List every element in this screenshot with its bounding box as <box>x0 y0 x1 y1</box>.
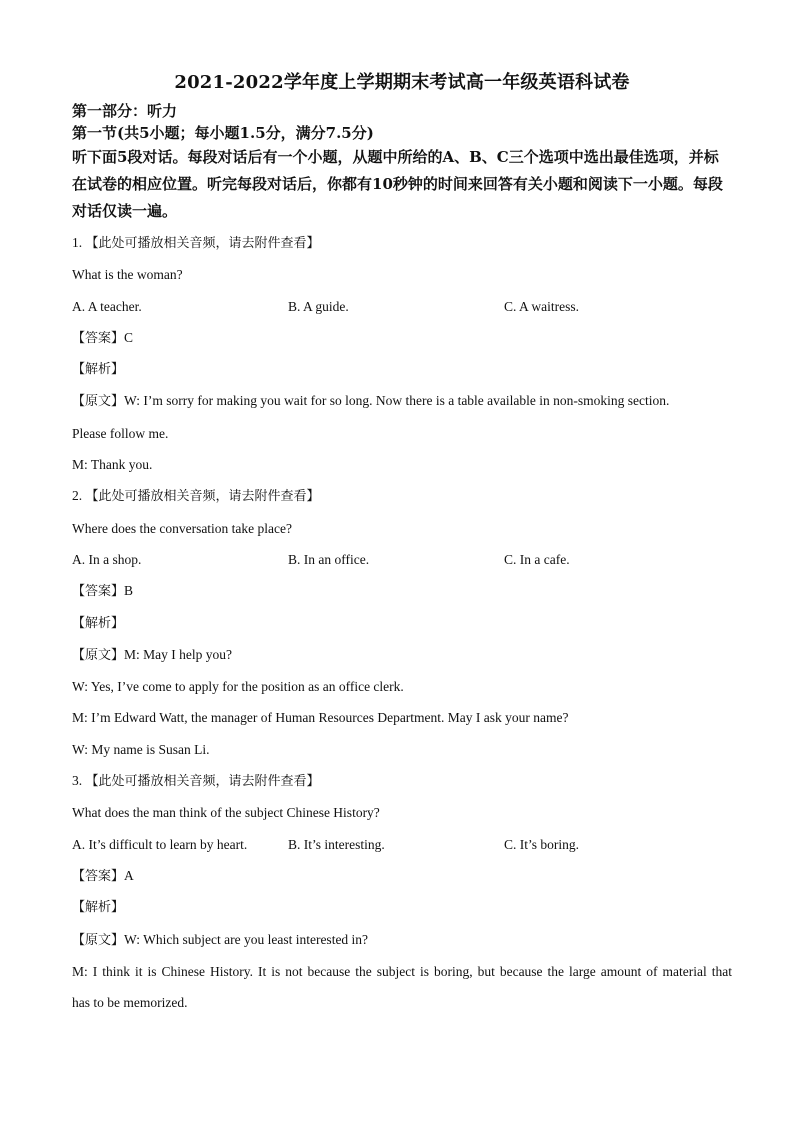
transcript-line <box>72 639 732 671</box>
answer-value: A <box>124 867 134 883</box>
transcript-label: 【原文】 <box>72 647 125 663</box>
question-text: What does the man think of the subject Chinese History? <box>72 805 380 821</box>
question-audio-line <box>72 480 732 512</box>
transcript-text: W: Which subject are you least interested in? <box>124 931 369 947</box>
option-c: C. It’s boring. <box>504 836 580 852</box>
answer-label: 【答案】 <box>72 868 125 884</box>
transcript-line: M: Thank you. <box>72 457 153 473</box>
option-c: C. In a cafe. <box>504 551 570 567</box>
answer-line <box>72 322 732 354</box>
transcript-line: W: My name is Susan Li. <box>72 741 210 757</box>
option-c: C. A waitress. <box>504 298 580 314</box>
question-text: Where does the conversation take place? <box>72 520 293 536</box>
option-b: B. A guide. <box>288 298 349 314</box>
exam-page <box>72 72 732 1018</box>
question-audio-line <box>72 227 732 259</box>
audio-placeholder-link[interactable]: 【此处可播放相关音频，请去附件查看】 <box>85 489 320 505</box>
option-b: B. It’s interesting. <box>288 836 385 852</box>
answer-label: 【答案】 <box>72 330 125 346</box>
answer-line <box>72 575 732 607</box>
transcript-line <box>72 385 732 417</box>
transcript-line: M: I think it is Chinese History. It is not because the subject is boring, but because the large amount of material that <box>72 963 732 979</box>
section-heading: 第一节(共5小题；每小题1.5分，满分7.5分) <box>72 124 374 142</box>
answer-line <box>72 860 732 892</box>
audio-placeholder-link[interactable]: 【此处可播放相关音频，请去附件查看】 <box>85 774 320 790</box>
question-audio-line <box>72 765 732 797</box>
question-block <box>72 765 732 1018</box>
analysis-label: 【解析】 <box>72 900 125 916</box>
option-a: A. A teacher. <box>72 298 142 314</box>
audio-placeholder-link[interactable]: 【此处可播放相关音频，请去附件查看】 <box>85 236 320 251</box>
part-heading: 第一部分：听力 <box>72 102 178 120</box>
answer-label: 【答案】 <box>72 584 125 600</box>
answer-value: C <box>124 329 134 345</box>
option-b: B. In an office. <box>288 551 370 567</box>
transcript-text: M: May I help you? <box>124 646 232 662</box>
option-a: A. It’s difficult to learn by heart. <box>72 836 248 852</box>
question-text: What is the woman? <box>72 267 183 283</box>
options-row <box>72 829 732 860</box>
listening-instructions: 听下面5段对话。每段对话后有一个小题，从题中所给的A、B、C三个选项中选出最佳选项，并标在试卷的相应位置。听完每段对话后，你都有10秒钟的时间来回答有关小题和阅读下一小题。每段对话仅读一遍。 <box>72 148 723 220</box>
transcript-line: M: I’m Edward Watt, the manager of Human Resources Department. May I ask your name? <box>72 710 569 726</box>
analysis-label: 【解析】 <box>72 615 125 631</box>
transcript-text: W: I’m sorry for making you wait for so long. Now there is a table available in non-smoking section. <box>124 393 670 409</box>
transcript-label: 【原文】 <box>72 932 125 948</box>
question-number: 2. <box>72 488 83 504</box>
transcript-label: 【原文】 <box>72 394 125 410</box>
question-number: 3. <box>72 773 83 789</box>
transcript-line: Please follow me. <box>72 425 169 441</box>
answer-value: B <box>124 583 134 599</box>
options-row <box>72 544 732 575</box>
transcript-line: has to be memorized. <box>72 995 188 1011</box>
option-a: A. In a shop. <box>72 551 142 567</box>
exam-title: 2021-2022学年度上学期期末考试高一年级英语科试卷 <box>174 72 630 93</box>
question-number: 1. <box>72 235 83 250</box>
transcript-line <box>72 924 732 956</box>
analysis-label: 【解析】 <box>72 362 125 378</box>
question-block <box>72 480 732 765</box>
options-row <box>72 291 732 322</box>
question-block <box>72 227 732 480</box>
transcript-line: W: Yes, I’ve come to apply for the position as an office clerk. <box>72 679 404 695</box>
